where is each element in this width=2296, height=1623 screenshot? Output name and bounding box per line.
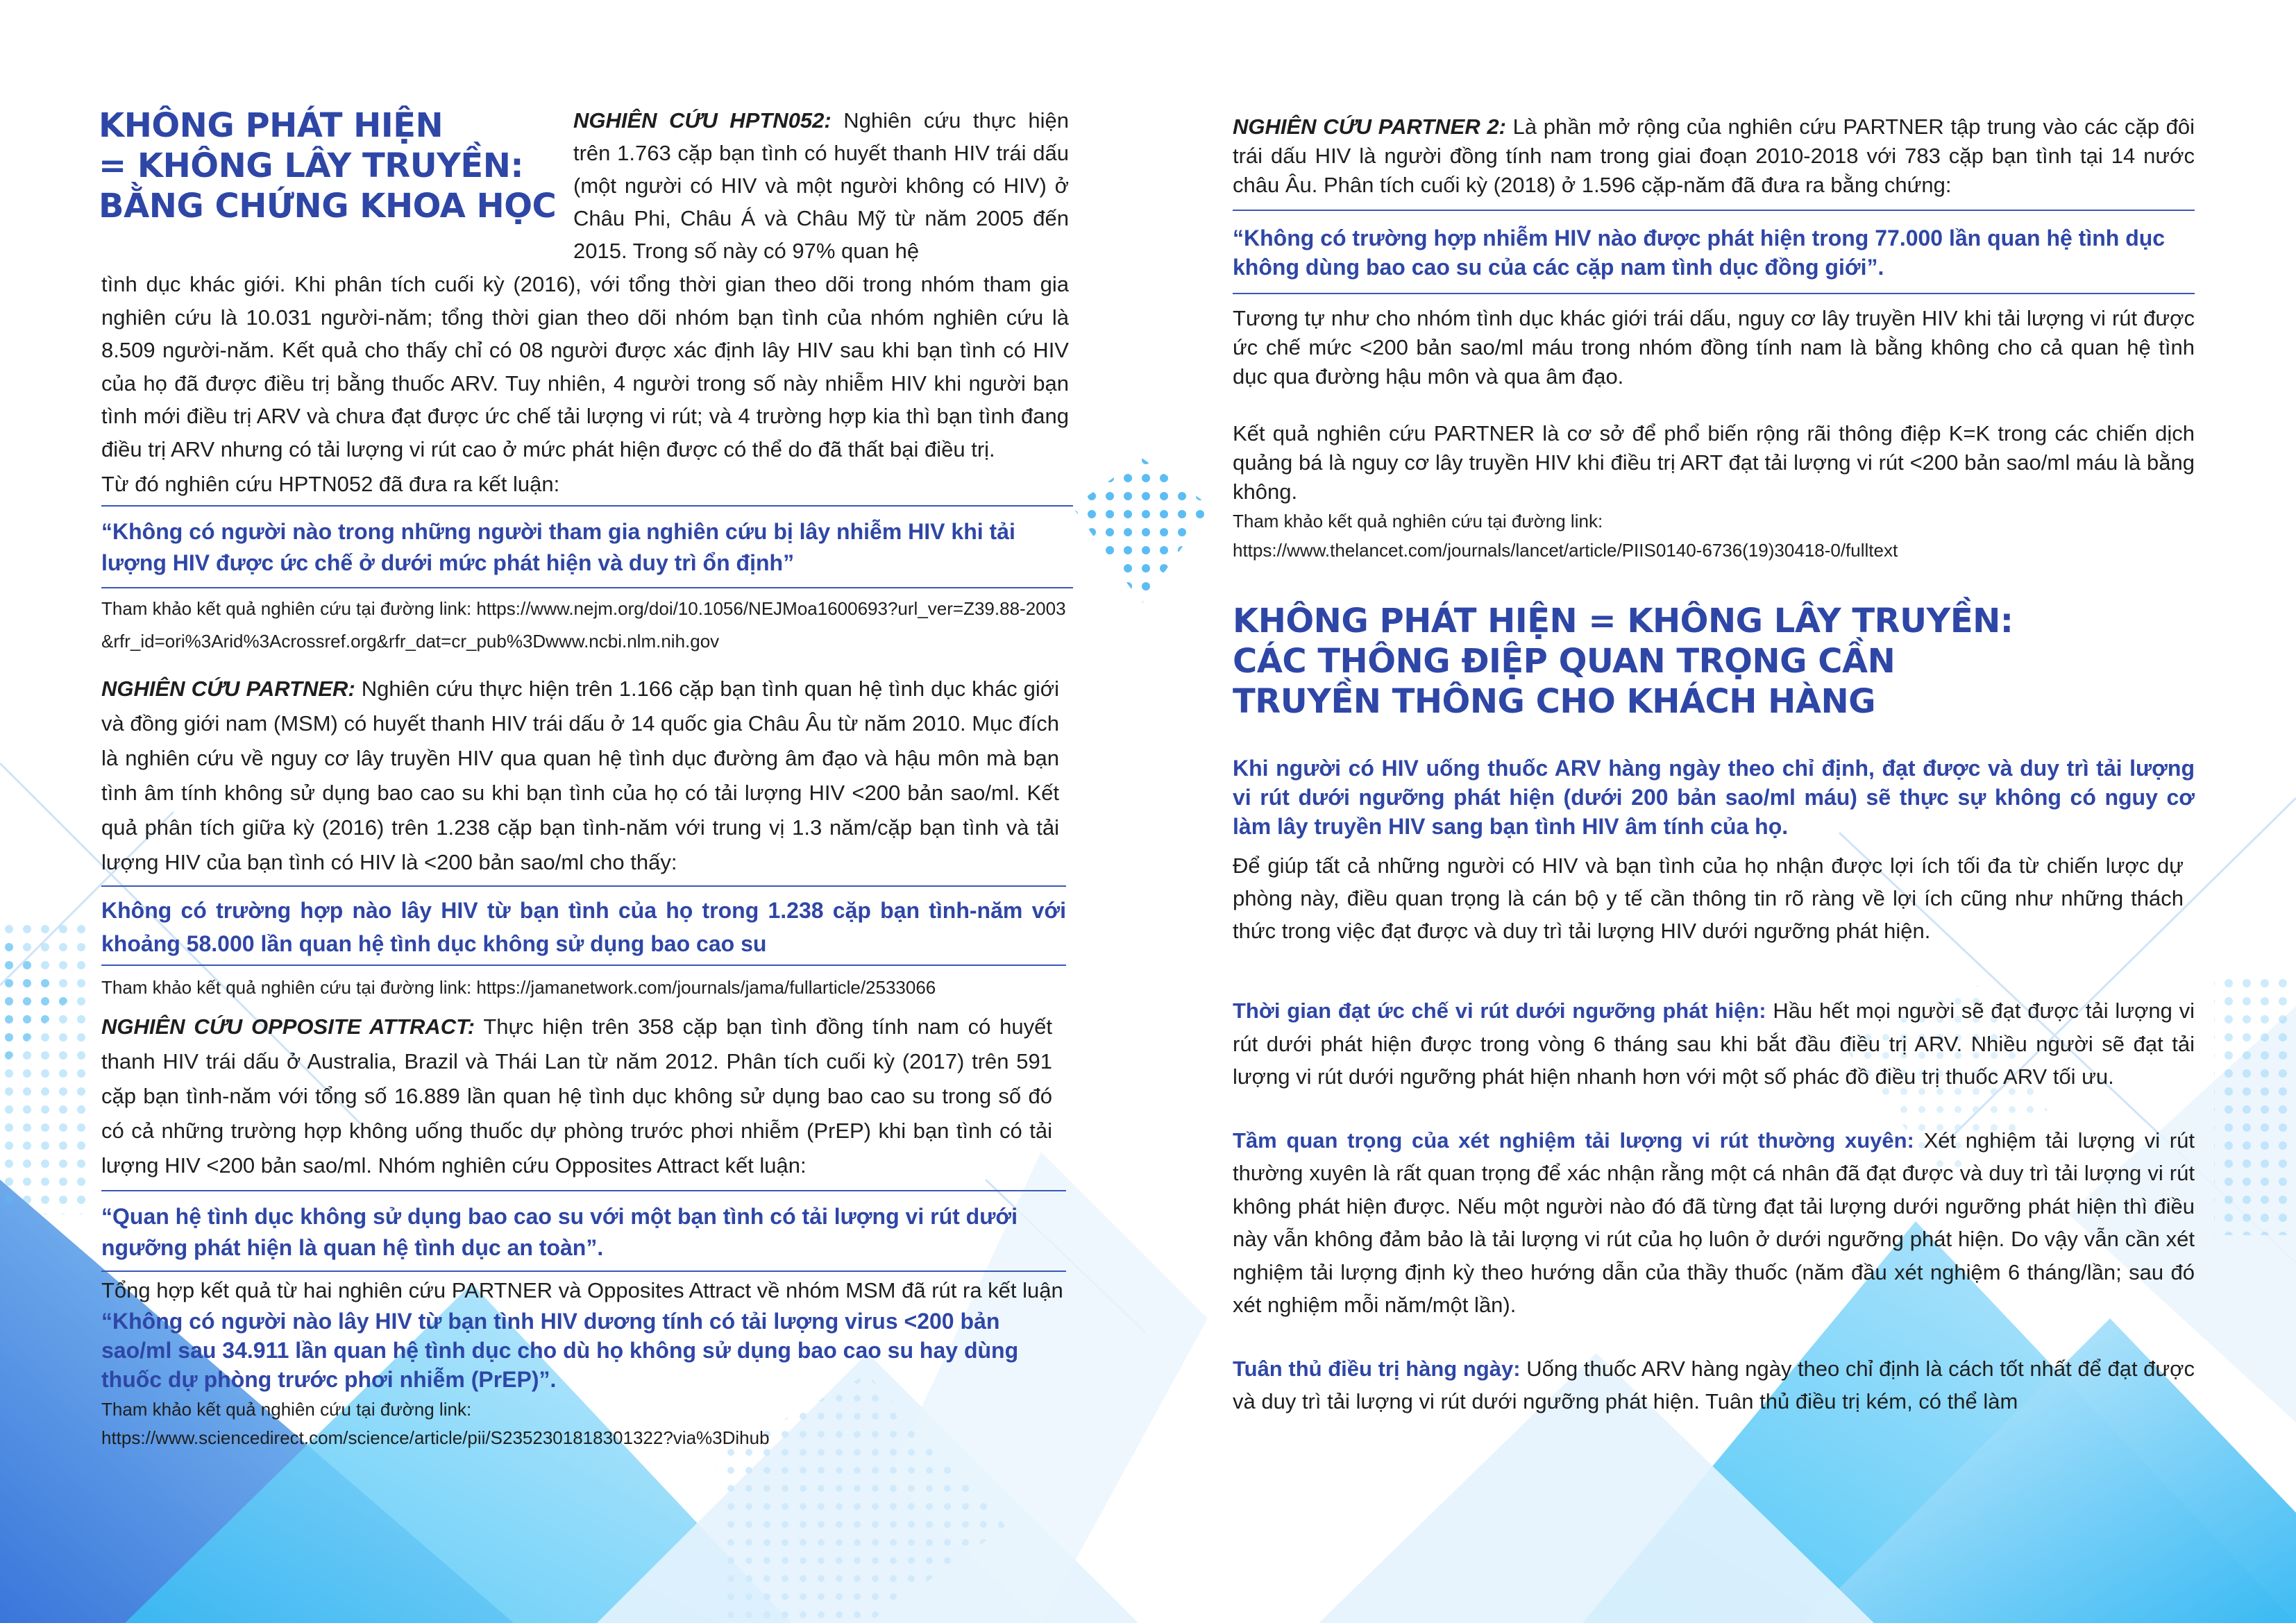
hptn-reference: Tham khảo kết quả nghiên cứu tại đường link: https://www.nejm.org/doi/10.1056/NEJMoa1600693?url_ver=Z39.88-2003&rfr_id=ori%3Arid%3Acrossref.org&rfr_dat=cr_pub%3Dwww.ncbi.nlm.nih.gov <box>101 598 1066 652</box>
opposite-reference-label: Tham khảo kết quả nghiên cứu tại đường link: <box>101 1399 472 1420</box>
opposite-paragraph <box>101 1010 1052 1183</box>
left-title-line-2: = KHÔNG LÂY TRUYỀN: <box>99 146 524 185</box>
partner2-text: Là phần mở rộng của nghiên cứu PARTNER tập trung vào các cặp đôi trái dấu HIV là người đồng tính nam trong giai đoạn 2010-2018 với 783 cặp bạn tình tại 14 nước châu Âu. Phân tích cuối kỳ (2018) ở 1.596 cặp-năm đã đưa ra bằng chứng: <box>1233 114 2195 197</box>
divider <box>101 1271 1066 1272</box>
msm-quote: “Không có người nào lây HIV từ bạn tình HIV dương tính có tải lượng virus <200 bản sao/ml sau 34.911 lần quan hệ tình dục cho dù họ không sử dụng bao cao su hay dùng thuốc dự phòng trước phơi nhiễm (PrEP)”. <box>101 1309 1019 1392</box>
right-column-bottom <box>1233 754 2195 1418</box>
time-text: Hầu hết mọi người sẽ đạt được tải lượng vi rút dưới phát hiện được trong vòng 6 tháng sau khi bắt đầu điều trị ARV. Nhiều người sẽ đạt tải lượng vi rút dưới ngưỡng phát hiện nhanh hơn với một số phác đồ điều trị thuốc ARV tối ưu. <box>1233 999 2195 1089</box>
divider <box>1233 210 2195 211</box>
partner2-quote: “Không có trường hợp nhiễm HIV nào được phát hiện trong 77.000 lần quan hệ tình dục không dùng bao cao su của các cặp nam tình dục đồng giới”. <box>1233 226 2166 280</box>
right-title-line-3: TRUYỀN THÔNG CHO KHÁCH HÀNG <box>1233 682 1876 721</box>
left-column-body <box>101 268 1069 1451</box>
hptn-text-continued: tình dục khác giới. Khi phân tích cuối kỳ (2016), với tổng thời gian theo dõi trong nhóm tham gia nghiên cứu là 10.031 người-năm; tổng thời gian theo dõi nhóm bạn tình của nhóm nghiên cứu là 8.509 người-năm. Kết quả cho thấy chỉ có 08 người được xác định lây HIV sau khi bạn tình có HIV của họ đã được điều trị bằng thuốc ARV. Tuy nhiên, 4 người trong số này nhiễm HIV khi người bạn tình mới điều trị ARV và chưa đạt được ức chế tải lượng vi rút; và 4 trường hợp kia thì bạn tình đang điều trị ARV nhưng có tải lượng vi rút cao ở mức phát hiện được có thể do đã thất bại điều trị. <box>101 272 1069 461</box>
test-paragraph <box>1233 1124 2195 1322</box>
partner2-reference-label: Tham khảo kết quả nghiên cứu tại đường link: <box>1233 511 1603 532</box>
adherence-text: Uống thuốc ARV hàng ngày theo chỉ định là cách tốt nhất để đạt được và duy trì tải lượng vi rút dưới ngưỡng phát hiện. Tuân thủ điều trị kém, có thể làm <box>1233 1356 2195 1413</box>
partner2-paragraph <box>1233 112 2195 200</box>
left-title-line-1: KHÔNG PHÁT HIỆN <box>99 106 444 145</box>
time-label: Thời gian đạt ức chế vi rút dưới ngưỡng phát hiện: <box>1233 999 1766 1023</box>
right-title-line-2: CÁC THÔNG ĐIỆP QUAN TRỌNG CẦN <box>1233 642 1896 681</box>
partner2-label: NGHIÊN CỨU PARTNER 2: <box>1233 114 1506 139</box>
right-column-top <box>1233 112 2195 565</box>
opposite-reference-url: https://www.sciencedirect.com/science/article/pii/S2352301818301322?via%3Dihub <box>101 1427 770 1448</box>
opposite-quote: “Quan hệ tình dục không sử dụng bao cao su với một bạn tình có tải lượng vi rút dưới ngưỡng phát hiện là quan hệ tình dục an toàn”. <box>101 1204 1018 1260</box>
key-message-paragraph: Để giúp tất cả những người có HIV và bạn tình của họ nhận được lợi ích tối đa từ chiến lược dự phòng này, điều quan trọng là cán bộ y tế cần thông tin rõ ràng về lợi ích cũng như những thách thức trong việc đạt được và duy trì tải lượng HIV dưới ngưỡng phát hiện. <box>1233 853 2184 943</box>
partner2-reference-url: https://www.thelancet.com/journals/lancet/article/PIIS0140-6736(19)30418-0/fulltext <box>1233 540 1898 561</box>
adherence-paragraph <box>1233 1352 2195 1418</box>
opposite-label: NGHIÊN CỨU OPPOSITE ATTRACT: <box>101 1014 475 1039</box>
partner-reference: Tham khảo kết quả nghiên cứu tại đường link: https://jamanetwork.com/journals/jama/fullarticle/2533066 <box>101 977 936 998</box>
partner-label: NGHIÊN CỨU PARTNER: <box>101 677 355 701</box>
hptn-text-start: Nghiên cứu thực hiện trên 1.763 cặp bạn tình có huyết thanh HIV trái dấu (một người có HIV và một người không có HIV) ở Châu Phi, Châu Á và Châu Mỹ từ năm 2005 đến 2015. Trong số này có 97% quan hệ <box>573 108 1069 263</box>
test-text: Xét nghiệm tải lượng vi rút thường xuyên là rất quan trọng để xác nhận rằng một cá nhân đã đạt được và duy trì tải lượng vi rút không phát hiện được. Nếu một người nào đó đã từng đạt tải lượng dưới ngưỡng phát hiện thì điều này vẫn không đảm bảo là tải lượng vi rút của họ luôn ở dưới ngưỡng phát hiện. Do vậy vẫn cần xét nghiệm tải lượng định kỳ theo hướng dẫn của thầy thuốc (năm đầu xét nghiệm 6 tháng/lần; sau đó xét nghiệm mỗi năm/một lần). <box>1233 1128 2195 1317</box>
adherence-label: Tuân thủ điều trị hàng ngày: <box>1233 1356 1521 1381</box>
divider <box>101 587 1073 588</box>
partner-text: Nghiên cứu thực hiện trên 1.166 cặp bạn tình quan hệ tình dục khác giới và đồng giới nam (MSM) có huyết thanh HIV trái dấu ở 14 quốc gia Châu Âu từ năm 2010. Mục đích là nghiên cứu về nguy cơ lây truyền HIV qua quan hệ tình dục đường âm đạo và hậu môn mà bạn tình âm tính không sử dụng bao cao su khi bạn tình của họ có tải lượng HIV <200 bản sao/ml. Kết quả phân tích giữa kỳ (2016) trên 1.238 cặp bạn tình-năm với trung vị 1.3 năm/cặp bạn tình và tải lượng HIV của bạn tình có HIV là <200 bản sao/ml cho thấy: <box>101 677 1059 874</box>
partner2-para-3: Kết quả nghiên cứu PARTNER là cơ sở để phổ biến rộng rãi thông điệp K=K trong các chiến dịch quảng bá là nguy cơ lây truyền HIV khi điều trị ART đạt tải lượng vi rút <200 bản sao/ml máu là bằng không. <box>1233 421 2195 504</box>
hptn-quote: “Không có người nào trong những người tham gia nghiên cứu bị lây nhiễm HIV khi tải lượng HIV được ức chế ở dưới mức phát hiện và duy trì ổn định” <box>101 519 1015 575</box>
divider <box>101 505 1073 507</box>
divider <box>101 965 1066 966</box>
test-label: Tầm quan trọng của xét nghiệm tải lượng vi rút thường xuyên: <box>1233 1128 1914 1153</box>
left-title-line-3: BẰNG CHỨNG KHOA HỌC <box>99 187 557 226</box>
right-title-line-1: KHÔNG PHÁT HIỆN = KHÔNG LÂY TRUYỀN: <box>1233 602 2014 640</box>
key-message-lead: Khi người có HIV uống thuốc ARV hàng ngày theo chỉ định, đạt được và duy trì tải lượng vi rút dưới ngưỡng phát hiện (dưới 200 bản sao/ml máu) sẽ thực sự không có nguy cơ làm lây truyền HIV sang bạn tình HIV âm tính của họ. <box>1233 756 2195 839</box>
left-section-title <box>99 105 577 226</box>
divider <box>1233 293 2195 294</box>
hptn-conclusion-intro: Từ đó nghiên cứu HPTN052 đã đưa ra kết luận: <box>101 472 560 496</box>
partner-quote: Không có trường hợp nào lây HIV từ bạn tình của họ trong 1.238 cặp bạn tình-năm với khoảng 58.000 lần quan hệ tình dục không sử dụng bao cao su <box>101 898 1066 956</box>
partner-paragraph <box>101 672 1059 880</box>
partner2-para-2: Tương tự như cho nhóm tình dục khác giới trái dấu, nguy cơ lây truyền HIV khi tải lượng vi rút được ức chế mức <200 bản sao/ml máu trong nhóm đồng tính nam là bằng không cho cả quan hệ tình dục qua đường hậu môn và qua âm đạo. <box>1233 306 2195 389</box>
divider <box>101 885 1066 887</box>
time-paragraph <box>1233 994 2195 1094</box>
divider <box>101 1190 1066 1191</box>
hptn-label: NGHIÊN CỨU HPTN052: <box>573 108 832 133</box>
opposite-text: Thực hiện trên 358 cặp bạn tình đồng tính nam có huyết thanh HIV trái dấu ở Australia, Brazil và Thái Lan từ năm 2012. Phân tích cuối kỳ (2017) trên 591 cặp bạn tình-năm với tổng số 16.889 lần quan hệ tình dục không sử dụng bao cao su trong số đó có cả những trường hợp không uống thuốc dự phòng trước phơi nhiễm (PrEP) khi bạn tình có tải lượng HIV <200 bản sao/ml. Nhóm nghiên cứu Opposites Attract kết luận: <box>101 1014 1052 1178</box>
msm-summary: Tổng hợp kết quả từ hai nghiên cứu PARTNER và Opposites Attract về nhóm MSM đã rút ra kết luận <box>101 1278 1063 1302</box>
right-section-title <box>1233 601 2204 722</box>
hptn-intro-paragraph <box>573 104 1069 267</box>
